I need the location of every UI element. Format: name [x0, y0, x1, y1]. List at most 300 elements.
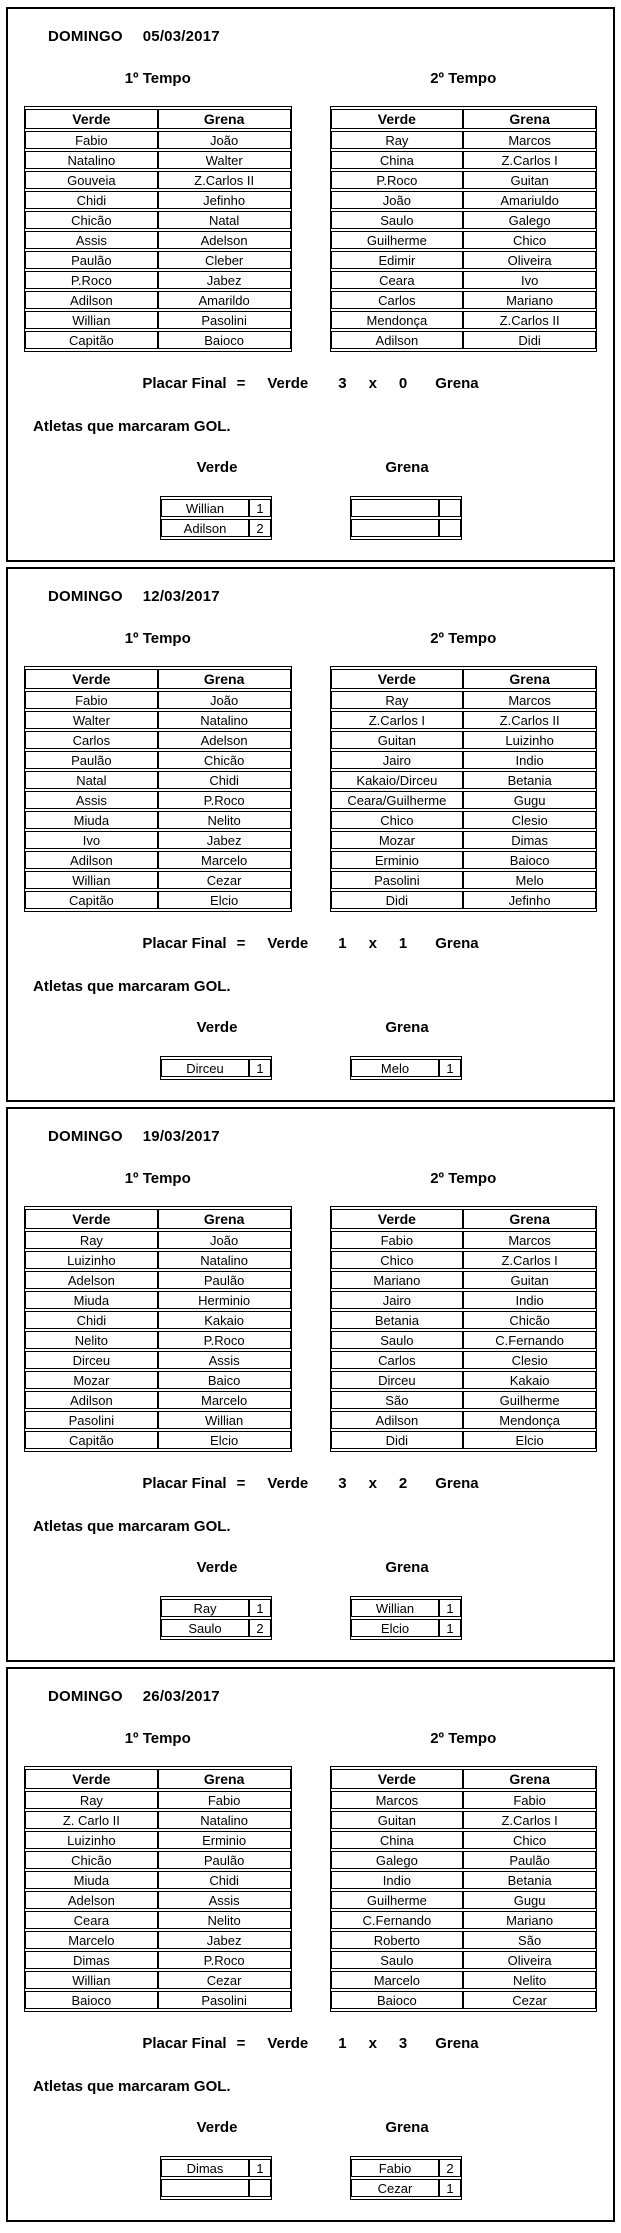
verde-player-cell: Jairo: [331, 1291, 464, 1309]
grena-player-cell: Z.Carlos I: [463, 1251, 596, 1269]
grena-player-cell: Cezar: [158, 871, 291, 889]
grena-player-cell: Chidi: [158, 771, 291, 789]
grena-player-cell: Galego: [463, 211, 596, 229]
grena-player-cell: Natalino: [158, 1811, 291, 1829]
verde-player-cell: Fabio: [331, 1231, 464, 1249]
grena-player-cell: Mariano: [463, 291, 596, 309]
verde-player-cell: Nelito: [25, 1331, 158, 1349]
lineup-header-row: [331, 1769, 597, 1789]
grena-player-cell: Cezar: [158, 1971, 291, 1989]
lineup-row: [25, 851, 291, 869]
lineup-row: [331, 1231, 597, 1249]
grena-player-cell: Elcio: [158, 1431, 291, 1449]
lineup-row: [331, 131, 597, 149]
verde-player-cell: Adelson: [25, 1891, 158, 1909]
grena-player-cell: Adelson: [158, 731, 291, 749]
scorer-count-cell: 1: [249, 499, 271, 517]
lineup-row: [25, 1971, 291, 1989]
scorer-name-cell: Cezar: [351, 2179, 439, 2197]
lineup-row: [331, 191, 597, 209]
halves-container: [24, 1170, 597, 1452]
final-score-line: [24, 935, 597, 952]
grena-player-cell: Natal: [158, 211, 291, 229]
verde-player-cell: Baioco: [25, 1991, 158, 2009]
goal-scorer-row: [351, 1059, 461, 1077]
grena-player-cell: Chidi: [158, 1871, 291, 1889]
scorer-count-cell: 1: [439, 1619, 461, 1637]
weekday-label: DOMINGO: [48, 588, 123, 605]
lineup-row: [25, 811, 291, 829]
grena-player-cell: Kakaio: [158, 1311, 291, 1329]
equals-sign: =: [236, 375, 246, 392]
verde-player-cell: Ceara: [331, 271, 464, 289]
grena-player-cell: Baioco: [158, 331, 291, 349]
grena-goal-table: [350, 496, 462, 540]
grena-team-label: Grena: [435, 2035, 479, 2052]
grena-player-cell: Marcelo: [158, 1391, 291, 1409]
grena-player-cell: Natalino: [158, 711, 291, 729]
verde-player-cell: Carlos: [25, 731, 158, 749]
verde-player-cell: Marcos: [331, 1791, 464, 1809]
verde-column-header: Verde: [25, 1209, 158, 1229]
lineup-row: [331, 1431, 597, 1449]
grena-player-cell: Elcio: [158, 891, 291, 909]
verde-score: 3: [338, 1475, 347, 1492]
score-separator: x: [368, 375, 377, 392]
match-section: [6, 1667, 615, 2222]
verde-player-cell: São: [331, 1391, 464, 1409]
grena-column-header: Grena: [463, 669, 596, 689]
verde-column-header: Verde: [25, 109, 158, 129]
grena-player-cell: João: [158, 131, 291, 149]
lineup-row: [331, 731, 597, 749]
verde-column-header: Verde: [331, 1769, 464, 1789]
verde-goal-column: [160, 1019, 274, 1080]
lineup-header-row: [25, 1209, 291, 1229]
lineup-row: [25, 171, 291, 189]
verde-player-cell: Assis: [25, 791, 158, 809]
verde-goal-table: [160, 2156, 272, 2200]
lineup-row: [25, 1271, 291, 1289]
grena-player-cell: Oliveira: [463, 1951, 596, 1969]
grena-goal-title: Grena: [385, 459, 429, 476]
grena-player-cell: Fabio: [158, 1791, 291, 1809]
match-date-line: [24, 588, 597, 605]
first-half-lineup-table: [24, 106, 292, 352]
first-half-title: 1º Tempo: [124, 630, 191, 647]
grena-player-cell: Clesio: [463, 811, 596, 829]
scorer-count-cell: 1: [249, 2159, 271, 2177]
verde-player-cell: Miuda: [25, 811, 158, 829]
goal-scorer-row: [351, 1599, 461, 1617]
scorer-name-cell: Dirceu: [161, 1059, 249, 1077]
lineup-row: [331, 331, 597, 349]
grena-player-cell: Marcos: [463, 691, 596, 709]
grena-player-cell: Guitan: [463, 171, 596, 189]
verde-player-cell: Chidi: [25, 191, 158, 209]
lineup-row: [331, 1911, 597, 1929]
goal-scorer-row: [351, 499, 461, 517]
grena-goal-column: [350, 2119, 464, 2200]
verde-player-cell: Fabio: [25, 691, 158, 709]
lineup-row: [331, 1851, 597, 1869]
verde-player-cell: Guilherme: [331, 231, 464, 249]
lineup-row: [331, 1351, 597, 1369]
verde-column-header: Verde: [331, 669, 464, 689]
lineup-row: [25, 791, 291, 809]
grena-player-cell: Betania: [463, 771, 596, 789]
verde-goal-title: Verde: [196, 1559, 238, 1576]
final-score-label: Placar Final: [142, 2035, 227, 2052]
lineup-header-row: [331, 109, 597, 129]
goal-scorer-row: [161, 1599, 271, 1617]
grena-team-label: Grena: [435, 1475, 479, 1492]
second-half-title: 2º Tempo: [430, 1170, 497, 1187]
lineup-row: [25, 1351, 291, 1369]
grena-player-cell: Kakaio: [463, 1371, 596, 1389]
grena-goal-column: [350, 459, 464, 540]
verde-player-cell: Dirceu: [25, 1351, 158, 1369]
lineup-row: [331, 291, 597, 309]
grena-goal-title: Grena: [385, 1019, 429, 1036]
grena-player-cell: Nelito: [463, 1971, 596, 1989]
grena-player-cell: Herminio: [158, 1291, 291, 1309]
grena-player-cell: Amariuldo: [463, 191, 596, 209]
grena-player-cell: Oliveira: [463, 251, 596, 269]
verde-team-label: Verde: [267, 1475, 309, 1492]
lineup-header-row: [25, 1769, 291, 1789]
second-half-lineup-table: [330, 106, 598, 352]
verde-player-cell: C.Fernando: [331, 1911, 464, 1929]
lineup-row: [331, 251, 597, 269]
scorer-name-cell: Saulo: [161, 1619, 249, 1637]
verde-team-label: Verde: [267, 935, 309, 952]
lineup-row: [25, 1831, 291, 1849]
verde-player-cell: Ceara: [25, 1911, 158, 1929]
first-half-lineup-table: [24, 1206, 292, 1452]
verde-player-cell: Paulão: [25, 251, 158, 269]
lineup-row: [331, 1991, 597, 2009]
goal-scorers-container: [160, 459, 597, 540]
scorer-name-cell: Melo: [351, 1059, 439, 1077]
grena-player-cell: Mariano: [463, 1911, 596, 1929]
goal-scorer-row: [351, 1619, 461, 1637]
goal-scorers-container: [160, 1019, 597, 1080]
verde-player-cell: Ceara/Guilherme: [331, 791, 464, 809]
grena-player-cell: Jabez: [158, 831, 291, 849]
scorer-count-cell: 1: [439, 2179, 461, 2197]
lineup-header-row: [331, 1209, 597, 1229]
lineup-row: [25, 1251, 291, 1269]
scorer-name-cell: Dimas: [161, 2159, 249, 2177]
goal-scorers-heading: Atletas que marcaram GOL.: [33, 1518, 231, 1535]
score-separator: x: [368, 2035, 377, 2052]
scorer-name-cell: [351, 519, 439, 537]
lineup-row: [331, 831, 597, 849]
grena-player-cell: Indio: [463, 1291, 596, 1309]
verde-player-cell: Pasolini: [25, 1411, 158, 1429]
lineup-row: [25, 251, 291, 269]
lineup-row: [25, 1291, 291, 1309]
grena-player-cell: Chico: [463, 231, 596, 249]
second-half-title: 2º Tempo: [430, 1730, 497, 1747]
grena-goal-column: [350, 1559, 464, 1640]
grena-goal-table: [350, 2156, 462, 2200]
lineup-row: [25, 891, 291, 909]
verde-player-cell: João: [331, 191, 464, 209]
grena-player-cell: Jabez: [158, 1931, 291, 1949]
grena-team-label: Grena: [435, 935, 479, 952]
verde-player-cell: Chicão: [25, 1851, 158, 1869]
verde-player-cell: Betania: [331, 1311, 464, 1329]
verde-player-cell: Paulão: [25, 751, 158, 769]
lineup-row: [331, 691, 597, 709]
grena-player-cell: Jabez: [158, 271, 291, 289]
weekday-label: DOMINGO: [48, 1688, 123, 1705]
grena-player-cell: Natalino: [158, 1251, 291, 1269]
verde-player-cell: Luizinho: [25, 1251, 158, 1269]
grena-player-cell: Guilherme: [463, 1391, 596, 1409]
grena-player-cell: Z.Carlos II: [463, 711, 596, 729]
grena-score: 1: [398, 935, 408, 952]
verde-player-cell: Miuda: [25, 1291, 158, 1309]
verde-player-cell: Saulo: [331, 1951, 464, 1969]
verde-player-cell: Dimas: [25, 1951, 158, 1969]
lineup-row: [25, 1911, 291, 1929]
lineup-row: [331, 1271, 597, 1289]
verde-column-header: Verde: [25, 1769, 158, 1789]
lineup-row: [25, 731, 291, 749]
grena-player-cell: Betania: [463, 1871, 596, 1889]
match-date: 12/03/2017: [142, 588, 220, 605]
grena-player-cell: Didi: [463, 331, 596, 349]
lineup-header-row: [331, 669, 597, 689]
goal-scorer-row: [351, 519, 461, 537]
lineup-row: [331, 711, 597, 729]
verde-player-cell: Z.Carlos I: [331, 711, 464, 729]
grena-player-cell: Marcelo: [158, 851, 291, 869]
equals-sign: =: [236, 2035, 246, 2052]
lineup-row: [25, 1931, 291, 1949]
grena-player-cell: Nelito: [158, 811, 291, 829]
match-date-line: [24, 1688, 597, 1705]
verde-player-cell: Indio: [331, 1871, 464, 1889]
lineup-row: [331, 1931, 597, 1949]
lineup-header-row: [25, 109, 291, 129]
goal-scorers-container: [160, 2119, 597, 2200]
lineup-row: [25, 1791, 291, 1809]
grena-player-cell: P.Roco: [158, 1951, 291, 1969]
verde-column-header: Verde: [331, 1209, 464, 1229]
verde-player-cell: Carlos: [331, 291, 464, 309]
lineup-row: [25, 291, 291, 309]
match-date: 05/03/2017: [142, 28, 220, 45]
scorer-count-cell: [439, 499, 461, 517]
lineup-row: [331, 171, 597, 189]
verde-player-cell: Guitan: [331, 1811, 464, 1829]
lineup-row: [331, 231, 597, 249]
grena-player-cell: Mendonça: [463, 1411, 596, 1429]
match-section: [6, 1107, 615, 1662]
grena-player-cell: Paulão: [158, 1851, 291, 1869]
scorer-count-cell: 1: [439, 1599, 461, 1617]
lineup-row: [331, 871, 597, 889]
verde-column-header: Verde: [25, 669, 158, 689]
final-score-line: [24, 375, 597, 392]
halves-container: [24, 630, 597, 912]
lineup-row: [331, 1951, 597, 1969]
verde-player-cell: Saulo: [331, 211, 464, 229]
first-half-block: [24, 1730, 292, 2012]
grena-player-cell: Z.Carlos I: [463, 151, 596, 169]
verde-player-cell: Marcelo: [331, 1971, 464, 1989]
grena-player-cell: Ivo: [463, 271, 596, 289]
lineup-row: [25, 1991, 291, 2009]
lineup-row: [25, 711, 291, 729]
equals-sign: =: [236, 935, 246, 952]
score-separator: x: [368, 935, 377, 952]
verde-player-cell: Adilson: [331, 331, 464, 349]
verde-column-header: Verde: [331, 109, 464, 129]
second-half-block: [330, 70, 598, 352]
scorer-name-cell: [351, 499, 439, 517]
verde-player-cell: Capitão: [25, 331, 158, 349]
first-half-title: 1º Tempo: [124, 70, 191, 87]
lineup-row: [25, 311, 291, 329]
verde-score: 1: [338, 935, 347, 952]
lineup-row: [25, 211, 291, 229]
goal-scorer-row: [161, 2159, 271, 2177]
lineup-row: [25, 1431, 291, 1449]
scorer-name-cell: [161, 2179, 249, 2197]
grena-player-cell: Jefinho: [463, 891, 596, 909]
grena-player-cell: Paulão: [463, 1851, 596, 1869]
halves-container: [24, 70, 597, 352]
goal-scorers-heading: Atletas que marcaram GOL.: [33, 418, 231, 435]
verde-player-cell: Carlos: [331, 1351, 464, 1369]
verde-goal-title: Verde: [196, 1019, 238, 1036]
verde-score: 1: [338, 2035, 347, 2052]
second-half-block: [330, 1730, 598, 2012]
scorer-name-cell: Willian: [161, 499, 249, 517]
grena-player-cell: C.Fernando: [463, 1331, 596, 1349]
verde-goal-column: [160, 459, 274, 540]
second-half-lineup-table: [330, 666, 598, 912]
verde-player-cell: Natal: [25, 771, 158, 789]
verde-player-cell: Chico: [331, 1251, 464, 1269]
verde-player-cell: Natalino: [25, 151, 158, 169]
match-date: 19/03/2017: [142, 1128, 220, 1145]
grena-player-cell: Paulão: [158, 1271, 291, 1289]
verde-player-cell: Baioco: [331, 1991, 464, 2009]
grena-goal-column: [350, 1019, 464, 1080]
lineup-row: [25, 1231, 291, 1249]
weekday-label: DOMINGO: [48, 1128, 123, 1145]
grena-player-cell: Gugu: [463, 1891, 596, 1909]
final-score-label: Placar Final: [142, 1475, 227, 1492]
verde-player-cell: Ray: [25, 1231, 158, 1249]
grena-player-cell: Jefinho: [158, 191, 291, 209]
verde-player-cell: Mozar: [331, 831, 464, 849]
lineup-row: [331, 211, 597, 229]
verde-player-cell: Erminio: [331, 851, 464, 869]
second-half-block: [330, 630, 598, 912]
lineup-row: [25, 751, 291, 769]
match-section: [6, 7, 615, 562]
lineup-row: [331, 1371, 597, 1389]
grena-player-cell: Chico: [463, 1831, 596, 1849]
verde-goal-title: Verde: [196, 2119, 238, 2136]
lineup-row: [331, 1411, 597, 1429]
final-score-label: Placar Final: [142, 375, 227, 392]
verde-player-cell: Capitão: [25, 891, 158, 909]
second-half-block: [330, 1170, 598, 1452]
verde-player-cell: Mozar: [25, 1371, 158, 1389]
lineup-row: [25, 1871, 291, 1889]
verde-player-cell: Pasolini: [331, 871, 464, 889]
lineup-row: [331, 1311, 597, 1329]
lineup-row: [25, 1951, 291, 1969]
verde-player-cell: China: [331, 1831, 464, 1849]
grena-column-header: Grena: [158, 1209, 291, 1229]
grena-player-cell: Clesio: [463, 1351, 596, 1369]
first-half-lineup-table: [24, 1766, 292, 2012]
lineup-row: [25, 831, 291, 849]
goal-scorer-row: [351, 2159, 461, 2177]
verde-player-cell: Fabio: [25, 131, 158, 149]
grena-column-header: Grena: [158, 1769, 291, 1789]
goal-scorer-row: [161, 1059, 271, 1077]
lineup-row: [331, 1391, 597, 1409]
grena-player-cell: Baioco: [463, 851, 596, 869]
grena-player-cell: São: [463, 1931, 596, 1949]
verde-player-cell: Dirceu: [331, 1371, 464, 1389]
grena-player-cell: Pasolini: [158, 1991, 291, 2009]
goal-scorer-row: [161, 2179, 271, 2197]
verde-player-cell: Adilson: [331, 1411, 464, 1429]
grena-score: 0: [398, 375, 408, 392]
verde-player-cell: Edimir: [331, 251, 464, 269]
lineup-row: [25, 1371, 291, 1389]
lineup-row: [25, 1811, 291, 1829]
lineup-row: [331, 1251, 597, 1269]
grena-player-cell: Amarildo: [158, 291, 291, 309]
lineup-row: [331, 811, 597, 829]
grena-player-cell: Baico: [158, 1371, 291, 1389]
verde-player-cell: Chico: [331, 811, 464, 829]
verde-player-cell: P.Roco: [25, 271, 158, 289]
verde-goal-table: [160, 1056, 272, 1080]
grena-player-cell: P.Roco: [158, 791, 291, 809]
verde-player-cell: Jairo: [331, 751, 464, 769]
grena-player-cell: Willian: [158, 1411, 291, 1429]
second-half-lineup-table: [330, 1206, 598, 1452]
match-date-line: [24, 28, 597, 45]
lineup-row: [25, 191, 291, 209]
lineup-row: [331, 271, 597, 289]
verde-goal-title: Verde: [196, 459, 238, 476]
grena-column-header: Grena: [463, 1769, 596, 1789]
lineup-row: [331, 1971, 597, 1989]
first-half-lineup-table: [24, 666, 292, 912]
lineup-row: [25, 1891, 291, 1909]
verde-player-cell: Luizinho: [25, 1831, 158, 1849]
scorer-count-cell: 2: [249, 1619, 271, 1637]
lineup-row: [25, 331, 291, 349]
scorer-name-cell: Willian: [351, 1599, 439, 1617]
verde-player-cell: Gouveia: [25, 171, 158, 189]
scorer-count-cell: 2: [439, 2159, 461, 2177]
